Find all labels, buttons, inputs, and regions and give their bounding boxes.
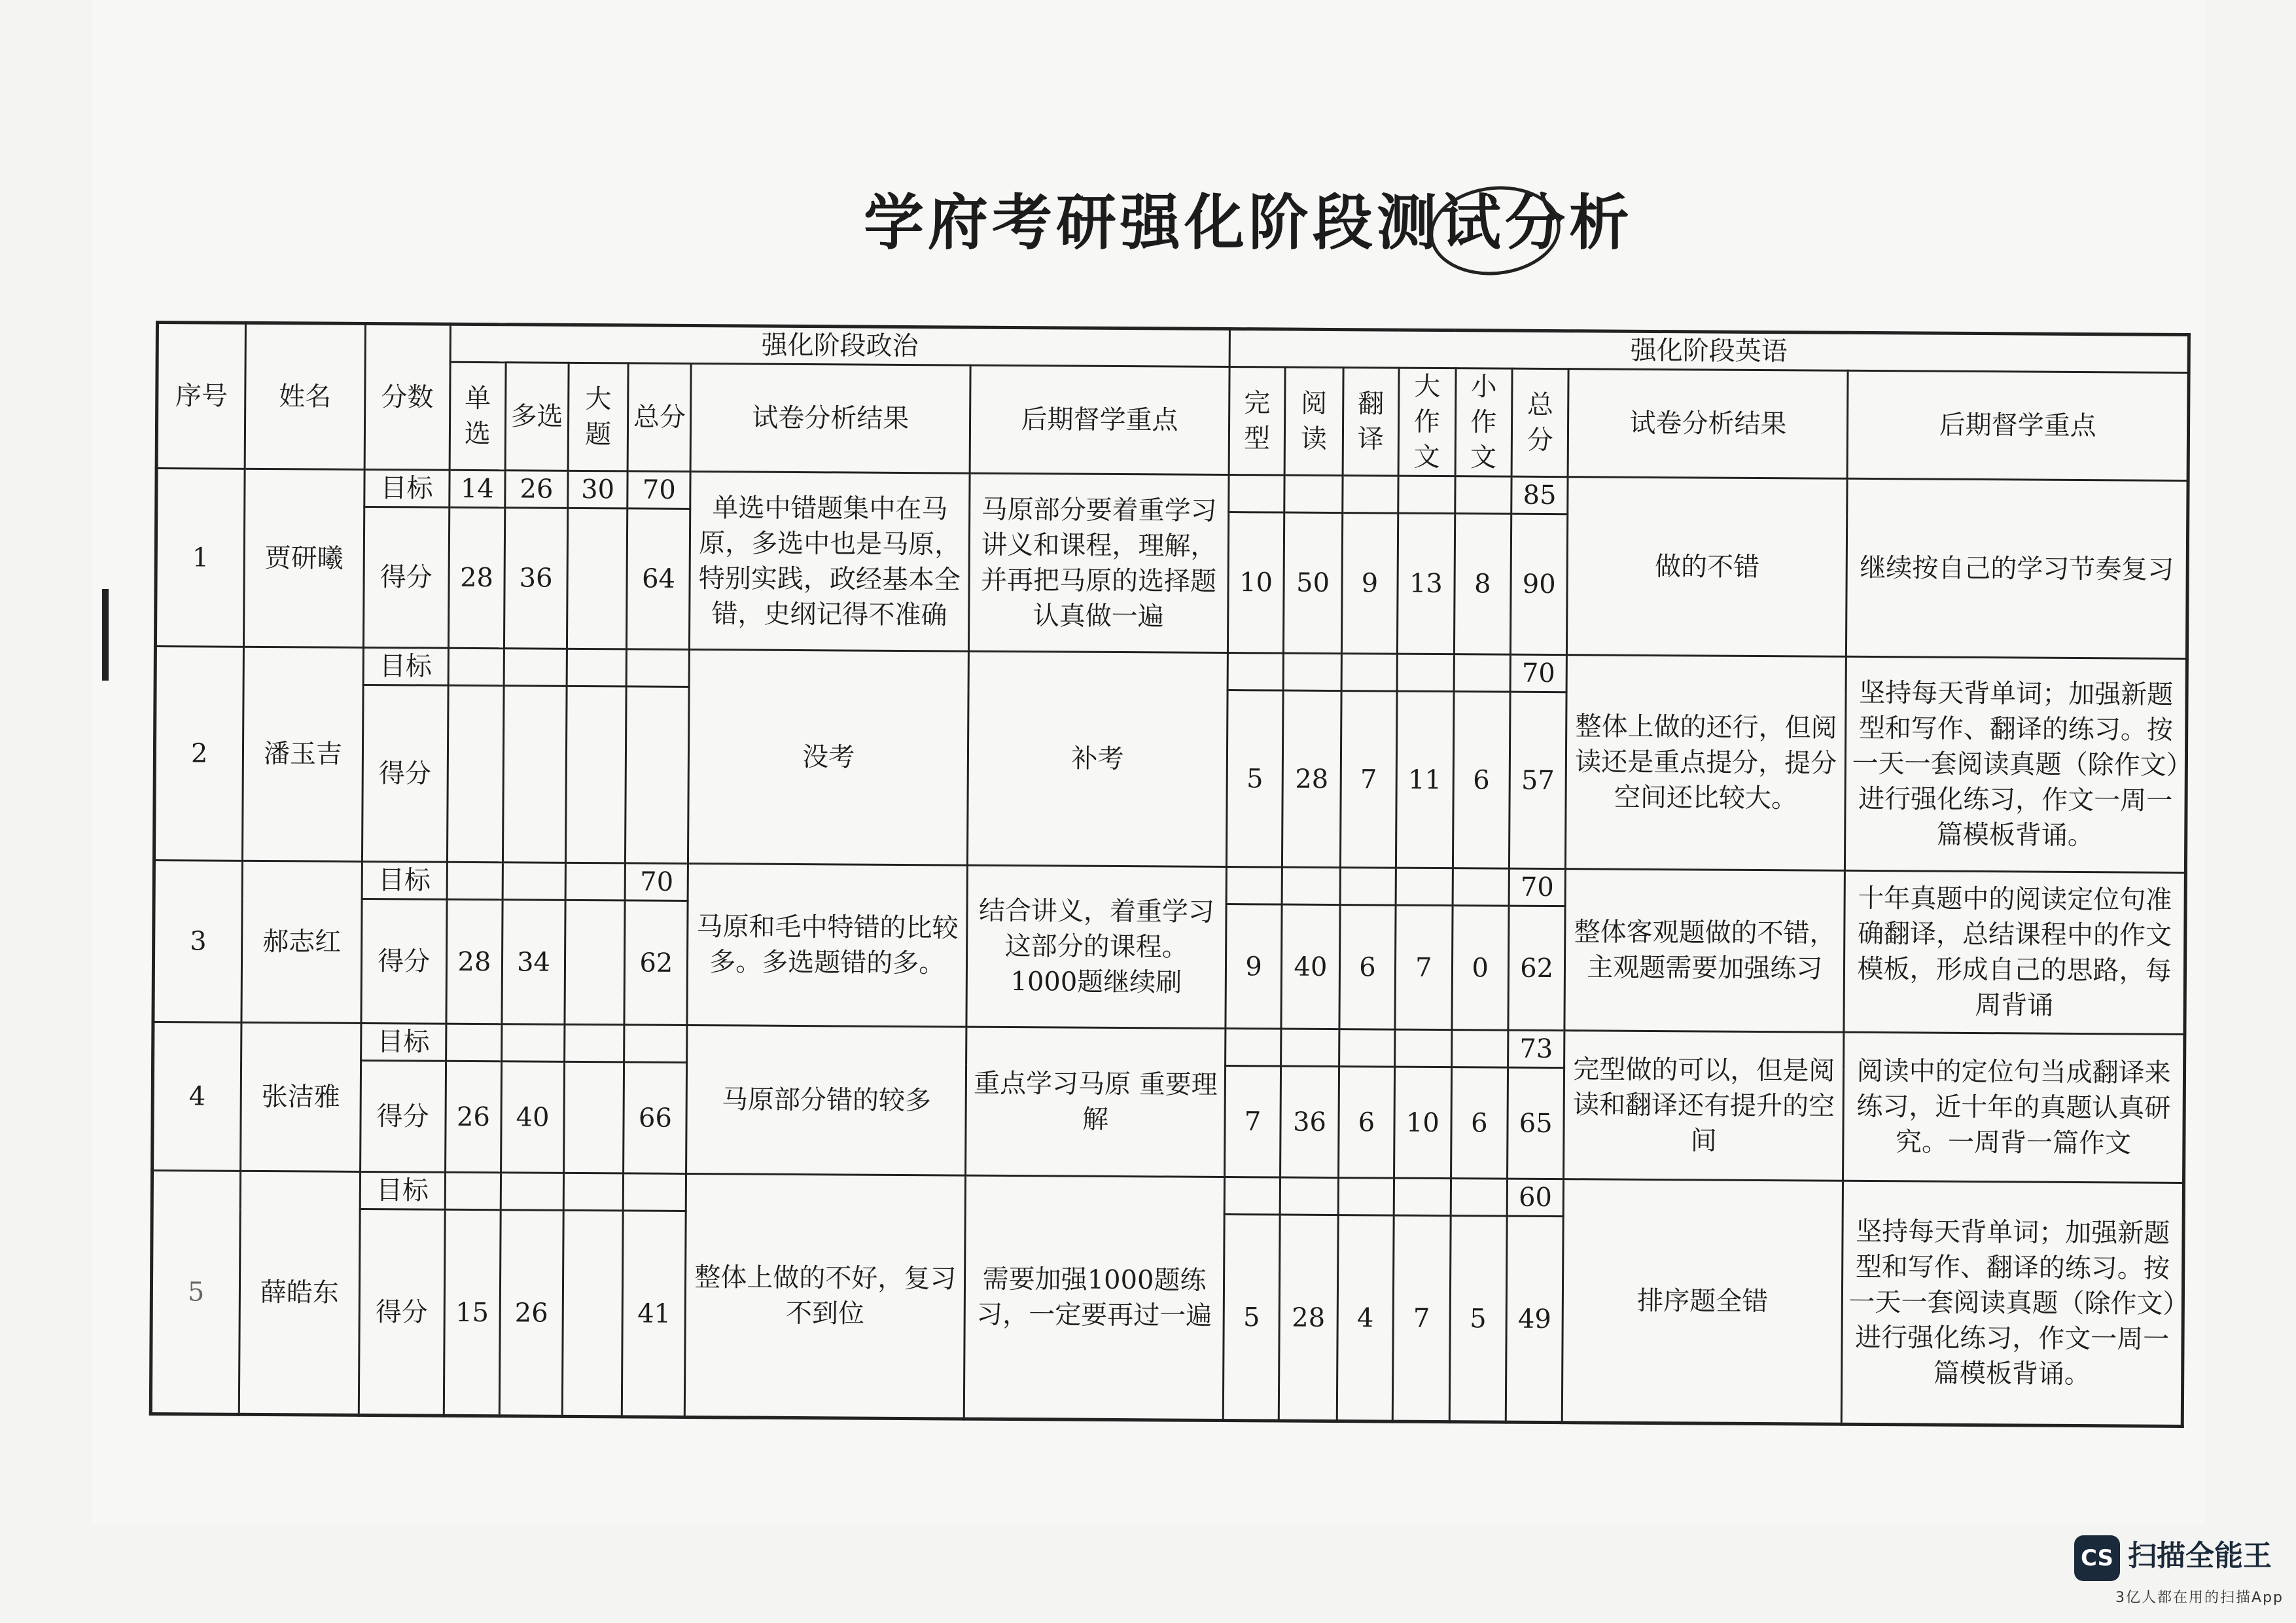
header-eng-total: 总分: [1511, 368, 1568, 477]
header-eng-small-essay: 小作文: [1455, 368, 1512, 477]
target-pol-single: 14: [449, 470, 505, 508]
header-eng-analysis: 试卷分析结果: [1568, 369, 1848, 479]
student-name: 薛皓东: [239, 1171, 360, 1415]
score-eng-total: 65: [1507, 1067, 1564, 1179]
target-eng-big-essay: [1398, 476, 1455, 514]
score-eng-small-essay: 8: [1454, 514, 1511, 655]
score-eng-small-essay: 5: [1449, 1216, 1507, 1423]
row-label-score: 得分: [361, 899, 447, 1024]
target-pol-multi: [503, 863, 565, 901]
score-eng-translation: 9: [1341, 513, 1398, 654]
target-eng-total: 70: [1510, 654, 1567, 692]
score-eng-small-essay: 0: [1451, 906, 1509, 1031]
target-eng-cloze: [1226, 867, 1282, 905]
score-eng-translation: 6: [1339, 905, 1396, 1030]
target-eng-small-essay: [1454, 654, 1511, 692]
eng-analysis: 整体上做的还行，但阅读还是重点提分，提分空间还比较大。: [1566, 655, 1846, 871]
target-pol-single: [446, 1024, 502, 1061]
header-eng-reading: 阅读: [1284, 367, 1343, 476]
target-pol-multi: [502, 1024, 565, 1062]
score-pol-big: [565, 900, 626, 1025]
eng-analysis: 做的不错: [1567, 477, 1848, 657]
target-pol-single: [445, 1172, 501, 1210]
score-eng-small-essay: 6: [1453, 692, 1510, 869]
eng-focus: 阅读中的定位句当成翻译来练习，近十年的真题认真研究。一周背一篇作文: [1843, 1032, 2185, 1183]
score-eng-reading: 28: [1282, 690, 1341, 868]
score-eng-cloze: 10: [1227, 512, 1284, 654]
student-name: 郝志红: [241, 861, 362, 1023]
score-eng-reading: 36: [1280, 1066, 1339, 1178]
score-eng-small-essay: 6: [1451, 1067, 1508, 1179]
target-pol-big: [565, 863, 626, 901]
student-name: 张洁雅: [241, 1022, 361, 1171]
header-pol-multi: 多选: [505, 363, 569, 471]
target-pol-multi: [504, 649, 567, 687]
target-eng-small-essay: [1451, 1179, 1508, 1217]
header-pol-focus: 后期督学重点: [970, 365, 1229, 474]
score-eng-total: 90: [1510, 514, 1568, 655]
score-pol-total: 66: [624, 1062, 687, 1174]
header-pol-single: 单选: [450, 362, 506, 471]
target-pol-single: [448, 648, 504, 686]
row-label-target: 目标: [363, 647, 448, 685]
watermark-tagline: 3亿人都在用的扫描App: [2115, 1590, 2284, 1606]
score-pol-total: [626, 687, 689, 864]
student-index: 4: [152, 1022, 242, 1171]
target-pol-multi: [501, 1173, 563, 1211]
row-label-target: 目标: [364, 469, 449, 507]
target-eng-reading: [1281, 1029, 1339, 1067]
target-eng-total: 70: [1509, 868, 1566, 906]
score-pol-multi: 26: [499, 1210, 563, 1417]
header-index: 序号: [156, 323, 246, 469]
score-eng-cloze: 9: [1226, 904, 1282, 1029]
score-eng-total: 62: [1508, 906, 1566, 1031]
target-eng-small-essay: [1455, 476, 1511, 514]
target-eng-big-essay: [1396, 868, 1453, 906]
pol-focus: 重点学习马原 重要理解: [966, 1027, 1226, 1177]
score-pol-total: 62: [624, 901, 688, 1026]
target-pol-total: [624, 1025, 687, 1063]
target-eng-reading: [1284, 475, 1343, 513]
row-label-score: 得分: [363, 507, 449, 648]
row-label-target: 目标: [362, 861, 447, 899]
pol-analysis: 整体上做的不好，复习不到位: [685, 1173, 966, 1419]
student-index: 5: [150, 1170, 241, 1414]
target-pol-big: [563, 1173, 624, 1211]
target-eng-reading: [1283, 653, 1341, 691]
target-eng-small-essay: [1451, 1030, 1508, 1068]
score-eng-cloze: 7: [1224, 1066, 1280, 1178]
score-pol-big: [565, 686, 626, 863]
target-eng-reading: [1280, 1177, 1338, 1215]
target-pol-total: [624, 1173, 686, 1211]
score-eng-translation: 4: [1337, 1215, 1394, 1422]
target-pol-total: [627, 649, 690, 687]
score-eng-cloze: 5: [1223, 1215, 1280, 1421]
camscanner-logo-icon: CS: [2074, 1535, 2120, 1581]
pol-analysis: 单选中错题集中在马原，多选中也是马原，特别实践，政经基本全错，史纲记得不准确: [690, 471, 970, 651]
header-eng-focus: 后期督学重点: [1847, 370, 2189, 480]
score-eng-big-essay: 7: [1395, 905, 1453, 1030]
score-eng-big-essay: 11: [1396, 691, 1454, 868]
pol-focus: 马原部分要着重学习讲义和课程，理解，并再把马原的选择题认真做一遍: [969, 473, 1229, 652]
score-pol-multi: 34: [502, 900, 565, 1025]
target-pol-big: 30: [568, 471, 628, 508]
row-label-score: 得分: [359, 1209, 445, 1416]
target-eng-cloze: [1224, 1177, 1280, 1215]
target-eng-small-essay: [1453, 868, 1510, 906]
header-pol-big: 大题: [568, 363, 629, 471]
page-title: 学府考研强化阶段测试分析: [864, 187, 1634, 258]
target-eng-translation: [1339, 1029, 1395, 1067]
score-eng-big-essay: 10: [1394, 1067, 1451, 1179]
pol-analysis: 马原部分错的较多: [686, 1025, 966, 1175]
target-eng-translation: [1340, 868, 1396, 906]
pol-focus: 结合讲义，着重学习这部分的课程。1000题继续刷: [966, 865, 1226, 1028]
score-pol-multi: 36: [504, 508, 568, 649]
row-label-score: 得分: [360, 1060, 446, 1172]
score-eng-translation: 6: [1338, 1067, 1394, 1179]
eng-analysis: 整体客观题做的不错，主观题需要加强练习: [1564, 869, 1845, 1033]
header-group-politics: 强化阶段政治: [450, 324, 1229, 366]
score-eng-big-essay: 7: [1392, 1215, 1450, 1422]
target-pol-total: 70: [627, 471, 690, 509]
target-pol-multi: 26: [505, 471, 568, 508]
score-pol-big: [567, 508, 627, 649]
score-pol-single: 15: [444, 1209, 501, 1416]
header-score-type: 分数: [364, 323, 451, 470]
target-eng-total: 85: [1511, 476, 1568, 514]
row-label-target: 目标: [360, 1171, 445, 1209]
score-eng-reading: 50: [1284, 512, 1343, 654]
score-eng-total: 57: [1509, 692, 1566, 869]
header-pol-analysis: 试卷分析结果: [690, 364, 970, 474]
header-group-english: 强化阶段英语: [1229, 329, 2189, 373]
score-pol-single: 28: [446, 899, 503, 1024]
score-analysis-table: [149, 321, 2191, 1428]
eng-focus: 坚持每天背单词；加强新题型和写作、翻译的练习。按一天一套阅读真题（除作文）进行强化练习，作文一周一篇模板背诵。: [1842, 1181, 2184, 1426]
student-index: 1: [155, 469, 245, 647]
row-label-score: 得分: [362, 685, 448, 862]
target-eng-big-essay: [1394, 1178, 1451, 1216]
target-eng-total: 60: [1507, 1179, 1564, 1217]
score-eng-cloze: 5: [1226, 690, 1283, 868]
eng-focus: 继续按自己的学习节奏复习: [1846, 478, 2188, 658]
pol-focus: 补考: [968, 651, 1228, 866]
score-pol-big: [562, 1210, 624, 1417]
pol-focus: 需要加强1000题练习，一定要再过一遍: [964, 1175, 1224, 1420]
pol-analysis: 马原和毛中特错的比较多。多选题错的多。: [687, 863, 967, 1027]
target-eng-cloze: [1225, 1029, 1281, 1067]
target-pol-big: [564, 1024, 624, 1062]
target-eng-big-essay: [1397, 654, 1454, 692]
target-eng-translation: [1341, 654, 1398, 692]
header-pol-total: 总分: [628, 363, 692, 472]
eng-focus: 坚持每天背单词；加强新题型和写作、翻译的练习。按一天一套阅读真题（除作文）进行强化练习，作文一周一篇模板背诵。: [1845, 656, 2187, 872]
header-eng-big-essay: 大作文: [1398, 368, 1455, 476]
score-eng-translation: 7: [1340, 691, 1397, 868]
eng-analysis: 排序题全错: [1563, 1179, 1843, 1425]
score-pol-big: [563, 1061, 624, 1173]
target-eng-cloze: [1227, 653, 1284, 691]
header-name: 姓名: [245, 323, 365, 469]
target-pol-big: [567, 649, 627, 687]
target-eng-translation: [1342, 476, 1398, 514]
eng-analysis: 完型做的可以，但是阅读和翻译还有提升的空间: [1564, 1031, 1844, 1181]
row-label-target: 目标: [361, 1023, 446, 1061]
target-eng-translation: [1338, 1178, 1394, 1216]
student-index: 2: [154, 647, 243, 861]
eng-focus: 十年真题中的阅读定位句准确翻译，总结课程中的作文模板，形成自己的思路，每周背诵: [1844, 870, 2185, 1034]
target-pol-total: 70: [626, 863, 688, 901]
score-eng-reading: 28: [1279, 1215, 1337, 1421]
header-eng-cloze: 完型: [1229, 367, 1285, 476]
score-eng-reading: 40: [1281, 904, 1340, 1029]
score-pol-single: 26: [445, 1061, 501, 1173]
pol-analysis: 没考: [688, 649, 969, 865]
student-name: 贾研曦: [244, 469, 364, 647]
target-eng-reading: [1282, 867, 1340, 905]
student-index: 3: [153, 860, 243, 1022]
score-pol-single: 28: [448, 507, 505, 649]
score-pol-total: 64: [627, 508, 690, 650]
target-eng-big-essay: [1395, 1029, 1452, 1067]
watermark-app-name: 扫描全能王: [2128, 1539, 2272, 1573]
score-pol-total: 41: [622, 1211, 686, 1418]
score-pol-single: [447, 685, 504, 863]
scanner-app-watermark: [2074, 1531, 2284, 1610]
score-eng-total: 49: [1506, 1216, 1563, 1423]
target-pol-single: [447, 862, 503, 900]
target-eng-total: 73: [1508, 1030, 1565, 1068]
score-pol-multi: 40: [501, 1061, 565, 1173]
header-eng-translation: 翻译: [1343, 368, 1399, 476]
student-name: 潘玉吉: [243, 647, 363, 861]
target-eng-cloze: [1229, 475, 1285, 513]
scan-edge-mark: [102, 589, 109, 681]
score-eng-big-essay: 13: [1398, 513, 1455, 654]
score-pol-multi: [503, 686, 567, 863]
